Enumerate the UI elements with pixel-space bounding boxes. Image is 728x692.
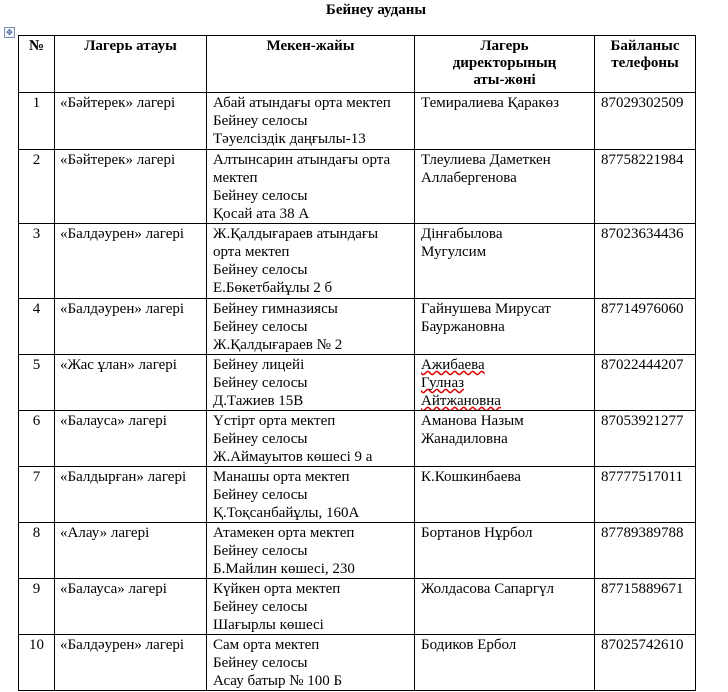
address-cell [207,150,415,224]
row-number-cell [19,579,55,635]
camp-name: «Алау» лагері [60,525,150,541]
phone-cell [595,224,696,299]
address-line: Бейнеу селосы [213,599,308,615]
director-name-line: Мугулсим [421,244,487,260]
director-cell [415,93,595,150]
address-line: мектеп [213,170,258,186]
header-director-line: Лагерь [480,38,529,54]
camp-name-cell [55,635,207,691]
table-row [19,523,696,579]
director-name-line: Ажибаева [421,357,485,373]
director-name-line: Жолдасова Сапаргүл [421,581,554,597]
table-row [19,150,696,224]
phone-cell [595,93,696,150]
address-line: Бейнеу лицейі [213,357,305,373]
address-cell [207,355,415,411]
phone-cell [595,411,696,467]
camp-name: «Жас ұлан» лагері [60,357,177,373]
header-phone-line: телефоны [611,55,679,71]
camps-table [18,35,696,691]
address-line: Абай атындағы орта мектеп [213,95,391,111]
address-line: Ж.Аймауытов көшесі 9 а [213,449,373,465]
address-cell [207,467,415,523]
row-number-cell [19,355,55,411]
table-move-handle-icon[interactable]: ✥ [4,27,15,38]
camp-name-cell [55,93,207,150]
camp-name-cell [55,355,207,411]
page-title: Бейнеу ауданы [325,2,427,18]
row-number: 9 [32,581,41,597]
address-line: Ж.Қалдығараев № 2 [213,337,343,353]
camp-name-cell [55,299,207,355]
address-line: Бейнеу селосы [213,487,308,503]
director-cell [415,299,595,355]
phone-number: 87025742610 [601,637,684,653]
director-name-line: Гайнушева Мирусат [421,301,551,317]
address-line: Қ.Тоқсанбайұлы, 160А [213,505,360,521]
address-line: Д.Тажиев 15В [213,393,304,409]
header-camp-name: Лагерь атауы [55,36,207,93]
director-cell [415,523,595,579]
row-number: 1 [32,95,41,111]
address-line: Бейнеу селосы [213,543,308,559]
address-cell [207,224,415,299]
director-name-line: Дінғабылова [421,226,503,242]
header-director-line: аты-жөні [473,72,536,88]
address-line: Бейнеу селосы [213,375,308,391]
address-line: Шағырлы көшесі [213,617,324,633]
address-cell [207,635,415,691]
address-line: Ж.Қалдығараев атындағы [213,226,379,242]
address-line: Бейнеу селосы [213,262,308,278]
address-line: Күйкен орта мектеп [213,581,341,597]
phone-number: 87715889671 [601,581,684,597]
camp-name: «Бәйтерек» лагері [60,95,176,111]
director-cell [415,411,595,467]
director-name-line: Жанадиловна [421,431,508,447]
address-line: Атамекен орта мектеп [213,525,355,541]
table-row [19,579,696,635]
address-line: Бейнеу селосы [213,319,308,335]
table-row [19,224,696,299]
phone-cell [595,635,696,691]
address-line: Бейнеу гимназиясы [213,301,338,317]
address-line: Алтынсарин атындағы орта [213,152,391,168]
row-number-cell [19,150,55,224]
address-line: орта мектеп [213,244,290,260]
row-number-cell [19,635,55,691]
phone-number: 87777517011 [601,469,683,485]
camp-name-cell [55,523,207,579]
camp-name: «Балауса» лагері [60,581,167,597]
phone-cell [595,299,696,355]
phone-number: 87714976060 [601,301,684,317]
phone-number: 87758221984 [601,152,684,168]
director-cell [415,150,595,224]
table-row [19,411,696,467]
header-director-line: директорының [452,55,557,71]
camp-name-cell [55,579,207,635]
director-cell [415,355,595,411]
address-line: Бейнеу селосы [213,431,308,447]
phone-number: 87023634436 [601,226,684,242]
phone-number: 87022444207 [601,357,684,373]
row-number-cell [19,299,55,355]
camp-name: «Балдәурен» лагері [60,637,185,653]
director-name-line: Тлеулиева Даметкен [421,152,551,168]
phone-cell [595,579,696,635]
address-line: Сам орта мектеп [213,637,320,653]
phone-cell [595,150,696,224]
header-director-name [415,36,595,93]
table-row [19,635,696,691]
table-row [19,299,696,355]
row-number: 4 [32,301,41,317]
row-number-cell [19,523,55,579]
director-cell [415,579,595,635]
director-cell [415,635,595,691]
phone-cell [595,355,696,411]
camp-name: «Балдәурен» лагері [60,301,185,317]
address-line: Қосай ата 38 А [213,206,310,222]
row-number-cell [19,411,55,467]
row-number: 3 [32,226,41,242]
camp-name: «Балауса» лагері [60,413,167,429]
address-cell [207,411,415,467]
table-row [19,355,696,411]
row-number: 7 [32,469,41,485]
header-address: Мекен-жайы [207,36,415,93]
director-name-line: Бодиков Ербол [421,637,517,653]
director-name-line: Темиралиева Қаракөз [421,95,560,111]
address-line: Тәуелсіздік даңғылы-13 [213,131,366,147]
camp-name: «Бәйтерек» лагері [60,152,176,168]
row-number: 5 [32,357,41,373]
address-line: Б.Майлин көшесі, 230 [213,561,355,577]
header-phone [595,36,696,93]
director-name-line: К.Кошкинбаева [421,469,521,485]
address-cell [207,579,415,635]
address-line: Бейнеу селосы [213,655,308,671]
address-line: Бейнеу селосы [213,188,308,204]
row-number: 2 [32,152,41,168]
camp-name-cell [55,224,207,299]
table-header-row [19,36,696,93]
camp-name-cell [55,411,207,467]
table-row [19,467,696,523]
table-row [19,93,696,150]
director-cell [415,467,595,523]
address-line: Бейнеу селосы [213,113,308,129]
director-name-line: Айтжановна [421,393,501,409]
director-name-line: Гулназ [421,375,465,391]
director-name-line: Аманова Назым [421,413,524,429]
address-line: Үстірт орта мектеп [213,413,336,429]
address-cell [207,299,415,355]
row-number-cell [19,224,55,299]
director-cell [415,224,595,299]
phone-number: 87789389788 [601,525,684,541]
phone-cell [595,523,696,579]
camp-name-cell [55,150,207,224]
phone-cell [595,467,696,523]
address-cell [207,523,415,579]
address-cell [207,93,415,150]
row-number: 10 [29,637,44,653]
row-number: 6 [32,413,41,429]
row-number-cell [19,467,55,523]
row-number-cell [19,93,55,150]
address-line: Манашы орта мектеп [213,469,350,485]
phone-number: 87053921277 [601,413,684,429]
director-name-line: Бортанов Нұрбол [421,525,533,541]
header-number: № [19,36,55,93]
phone-number: 87029302509 [601,95,684,111]
header-phone-line: Байланыс [610,38,680,54]
address-line: Е.Бөкетбайұлы 2 б [213,280,333,296]
camp-name: «Балдырған» лагері [60,469,187,485]
address-line: Асау батыр № 100 Б [213,673,343,689]
director-name-line: Аллабергенова [421,170,517,186]
row-number: 8 [32,525,41,541]
director-name-line: Бауржановна [421,319,505,335]
camp-name-cell [55,467,207,523]
camp-name: «Балдәурен» лагері [60,226,185,242]
